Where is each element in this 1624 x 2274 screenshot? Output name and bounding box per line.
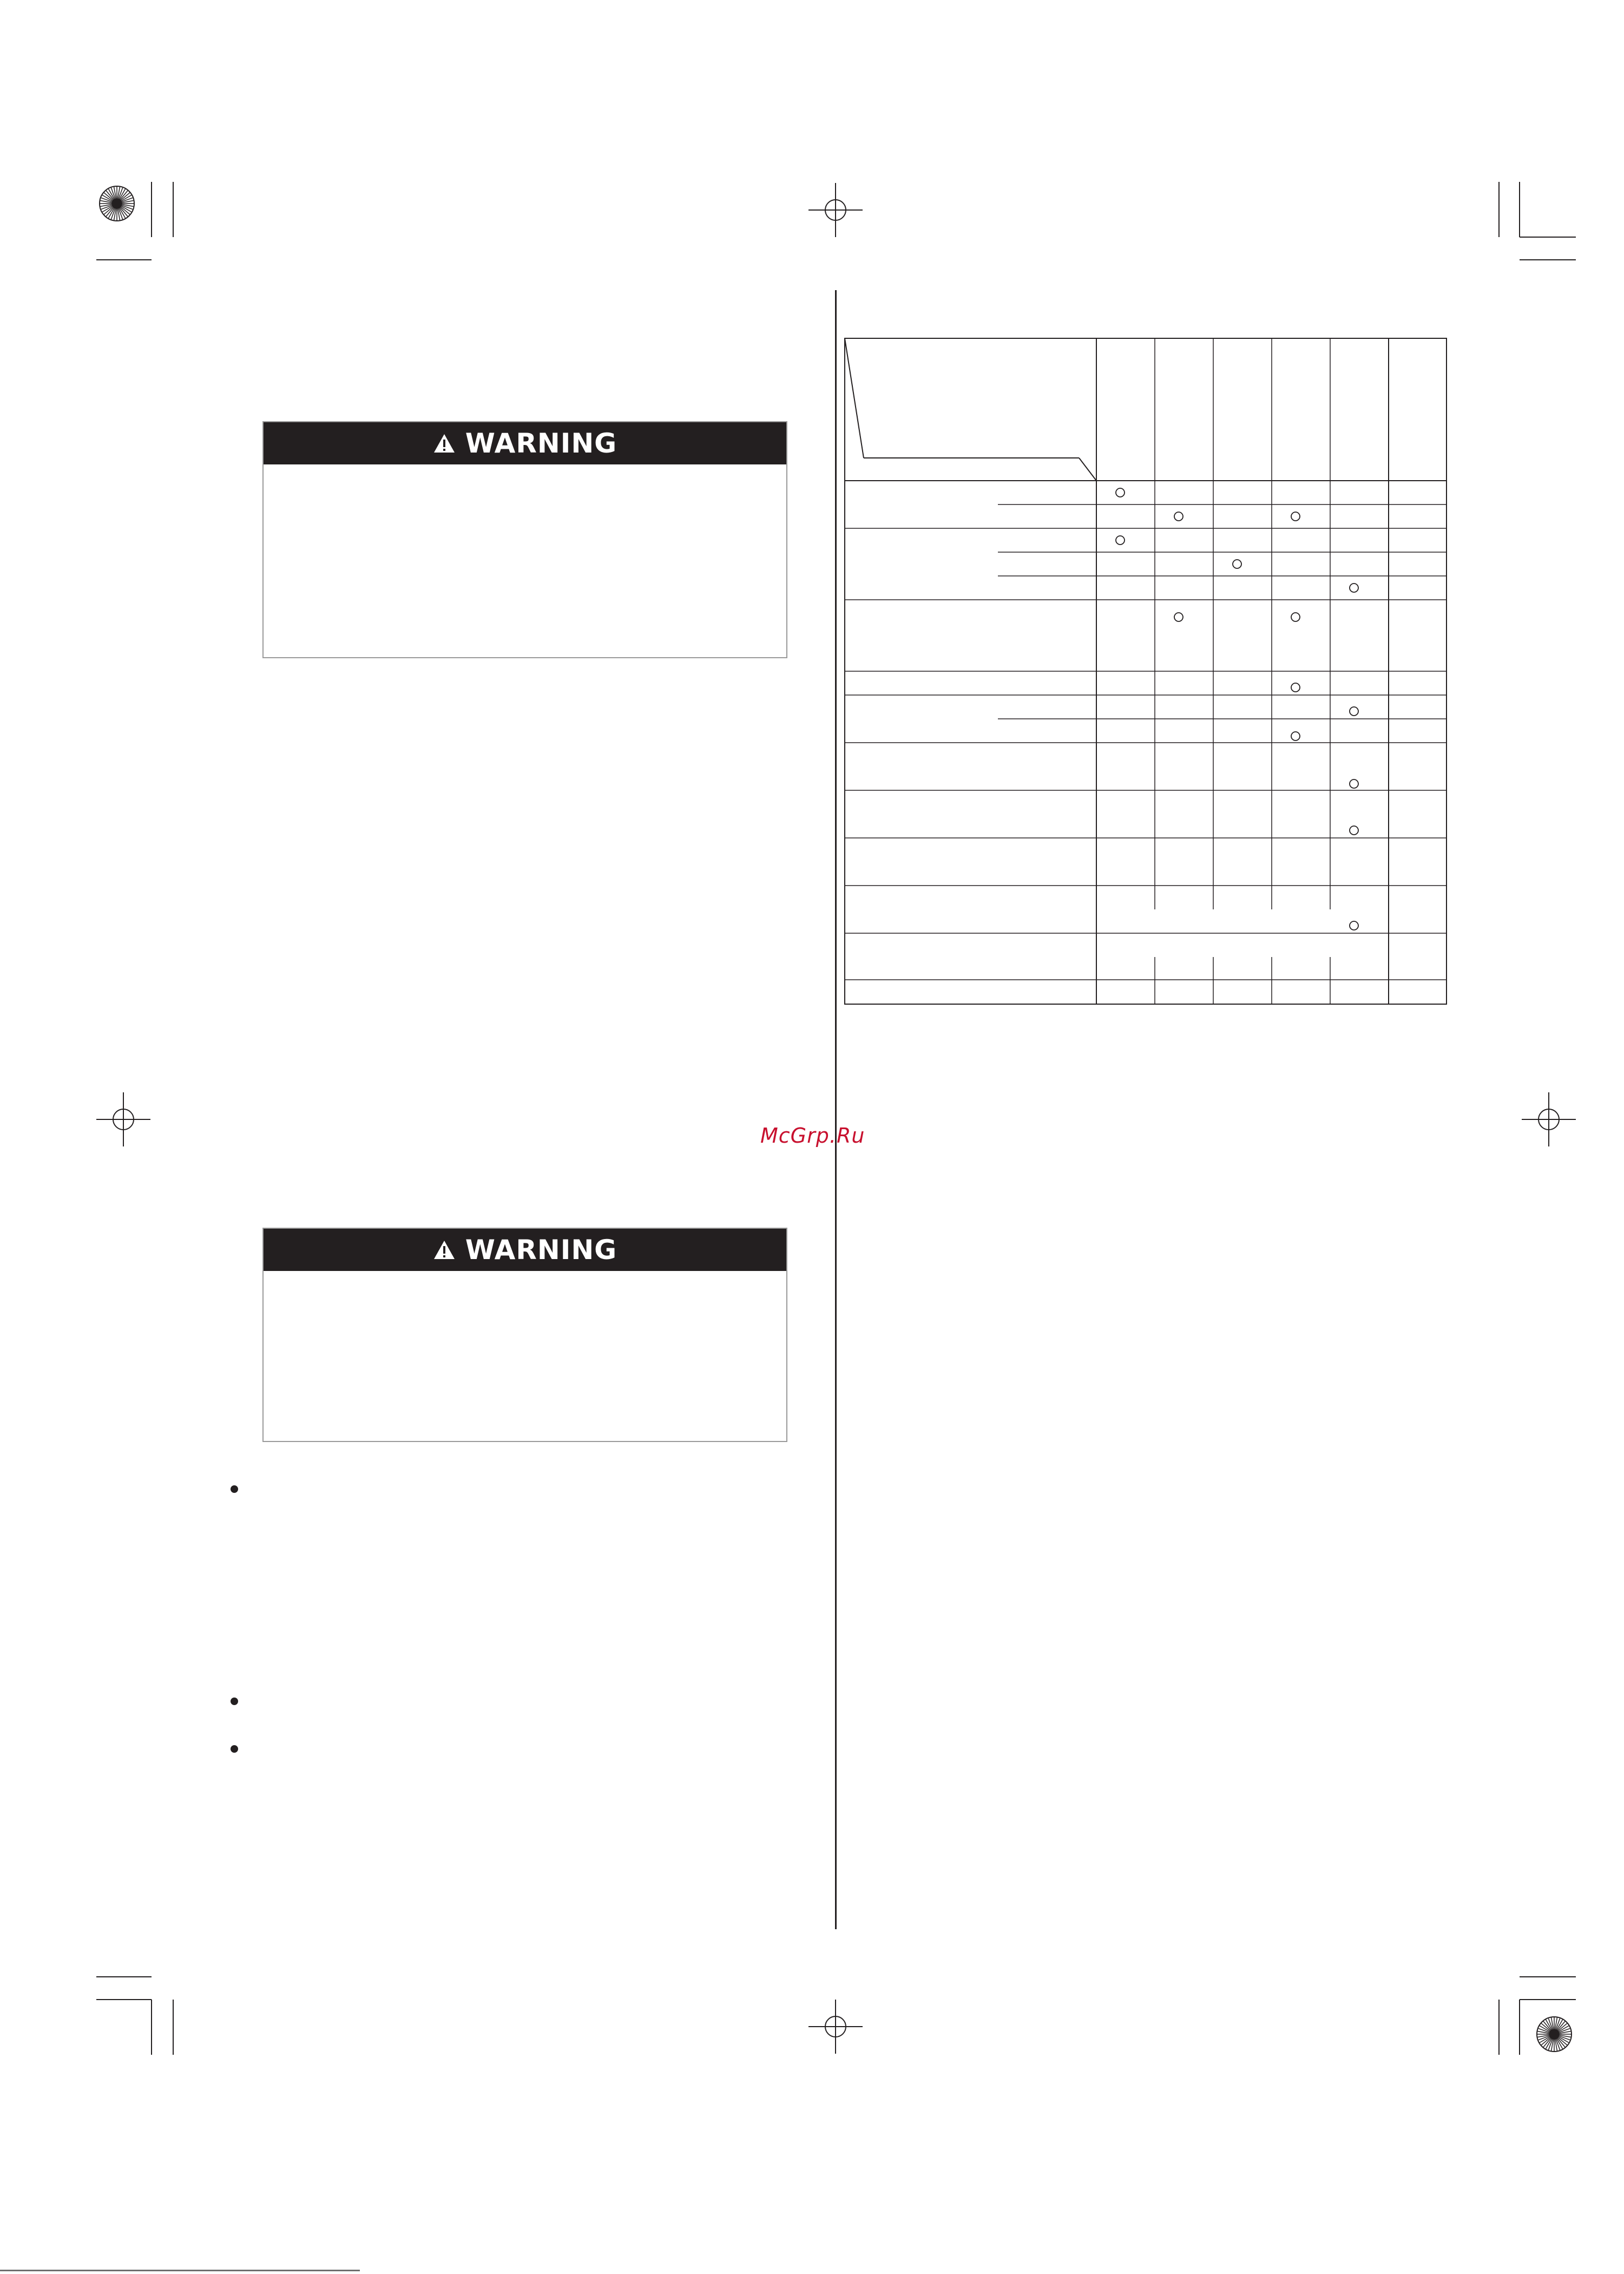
warning-box [262,421,787,658]
schedule-mark [1350,584,1358,592]
schedule-mark [1233,560,1241,568]
schedule-mark [1291,613,1300,621]
column-divider [835,290,837,1929]
schedule-mark [1116,536,1125,545]
bullet-point [231,1485,238,1493]
warning-triangle-icon [433,433,456,454]
schedule-mark [1291,732,1300,740]
footer-rule [0,2270,360,2271]
schedule-table [842,336,1450,1007]
schedule-mark [1350,826,1358,835]
warning-header [264,422,786,464]
warning-box [262,1228,787,1442]
schedule-mark [1174,512,1183,521]
schedule-mark [1174,613,1183,621]
schedule-mark [1116,488,1125,497]
warning-title: WARNING [465,1234,617,1266]
schedule-mark [1350,779,1358,788]
warning-header [264,1229,786,1271]
schedule-mark [1291,512,1300,521]
warning-triangle-icon [433,1240,456,1260]
bullet-point [231,1745,238,1753]
schedule-mark [1291,683,1300,692]
schedule-mark [1350,707,1358,716]
bullet-point [231,1698,238,1705]
watermark: McGrp.Ru [760,1124,865,1148]
schedule-mark [1350,921,1358,930]
warning-title: WARNING [465,428,617,459]
